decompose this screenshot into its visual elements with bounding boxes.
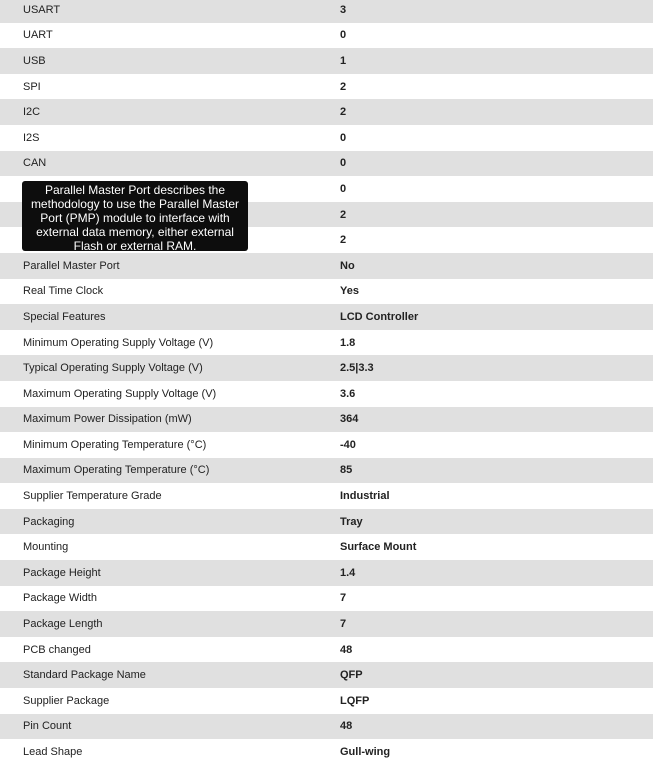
spec-value: Gull-wing: [340, 746, 391, 759]
spec-label: I2S: [23, 131, 40, 144]
spec-label: CAN: [23, 157, 47, 170]
spec-value: Industrial: [340, 490, 390, 503]
spec-value: 1.8: [340, 336, 356, 349]
table-row: [0, 586, 653, 612]
spec-value: Tray: [340, 515, 363, 528]
table-row: [0, 662, 653, 688]
spec-label: Minimum Operating Temperature (°C): [23, 438, 207, 451]
table-row: [0, 611, 653, 637]
spec-value: 0: [340, 131, 347, 144]
spec-value: 2: [340, 106, 347, 119]
spec-label: Supplier Temperature Grade: [23, 490, 162, 503]
spec-value: 1.4: [340, 566, 356, 579]
spec-label: Maximum Operating Supply Voltage (V): [23, 387, 217, 400]
spec-label: Packaging: [23, 515, 75, 528]
spec-value: 364: [340, 413, 359, 426]
spec-value: 3.6: [340, 387, 356, 400]
spec-value: LQFP: [340, 694, 370, 707]
spec-label: Maximum Operating Temperature (°C): [23, 464, 210, 477]
table-row: [0, 739, 653, 765]
table-row: [0, 714, 653, 740]
spec-label: UART: [23, 29, 53, 42]
spec-value: QFP: [340, 669, 363, 682]
spec-label: PCB changed: [23, 643, 91, 656]
spec-label: Real Time Clock: [23, 285, 104, 298]
spec-label: USB: [23, 54, 46, 67]
spec-value: 48: [340, 720, 353, 733]
spec-value: 2: [340, 208, 347, 221]
spec-label: Minimum Operating Supply Voltage (V): [23, 336, 214, 349]
table-row: [0, 99, 653, 125]
table-row: [0, 637, 653, 663]
spec-label: I2C: [23, 106, 41, 119]
spec-value: 0: [340, 157, 347, 170]
spec-value: 48: [340, 643, 353, 656]
spec-label: Pin Count: [23, 720, 72, 733]
spec-value: Surface Mount: [340, 541, 417, 554]
spec-label: Mounting: [23, 541, 69, 554]
spec-value: 2.5|3.3: [340, 362, 374, 375]
spec-label: Lead Shape: [23, 746, 83, 759]
spec-label: Supplier Package: [23, 694, 110, 707]
spec-label: Standard Package Name: [23, 669, 146, 682]
table-row: [0, 560, 653, 586]
table-row: [0, 407, 653, 433]
table-row: [0, 0, 653, 23]
parallel-master-port-tooltip: Parallel Master Port describes the methodology to use the Parallel Master Port (PMP) module to interface with external data memory, either external Flash or external RAM.: [22, 181, 248, 251]
spec-value: 3: [340, 3, 347, 16]
table-row: [0, 381, 653, 407]
spec-value: 2: [340, 234, 347, 247]
table-row: [0, 330, 653, 356]
spec-value: 7: [340, 618, 347, 631]
table-row: [0, 458, 653, 484]
spec-value: 0: [340, 182, 347, 195]
spec-value: 2: [340, 80, 347, 93]
spec-label: Package Width: [23, 592, 97, 605]
spec-label: USART: [23, 3, 61, 16]
spec-value: -40: [340, 438, 356, 451]
spec-value: 85: [340, 464, 353, 477]
spec-label: Package Length: [23, 618, 103, 631]
table-row: [0, 688, 653, 714]
table-row: [0, 534, 653, 560]
spec-value: No: [340, 259, 355, 272]
spec-label: SPI: [23, 80, 41, 93]
table-row: [0, 279, 653, 305]
spec-value: 7: [340, 592, 347, 605]
table-row: [0, 483, 653, 509]
spec-label: Package Height: [23, 566, 101, 579]
table-row: [0, 355, 653, 381]
table-row: [0, 48, 653, 74]
spec-value: Yes: [340, 285, 359, 298]
table-row: [0, 125, 653, 151]
spec-label[interactable]: Parallel Master Port: [23, 259, 120, 272]
table-row: [0, 509, 653, 535]
table-row: [0, 151, 653, 177]
spec-value: 1: [340, 54, 347, 67]
spec-label: Typical Operating Supply Voltage (V): [23, 362, 203, 375]
table-row: [0, 304, 653, 330]
spec-label: Maximum Power Dissipation (mW): [23, 413, 192, 426]
table-row: [0, 74, 653, 100]
spec-value: LCD Controller: [340, 310, 419, 323]
spec-label: Special Features: [23, 310, 106, 323]
table-row: [0, 23, 653, 49]
table-row: [0, 432, 653, 458]
spec-value: 0: [340, 29, 347, 42]
table-row: [0, 253, 653, 279]
